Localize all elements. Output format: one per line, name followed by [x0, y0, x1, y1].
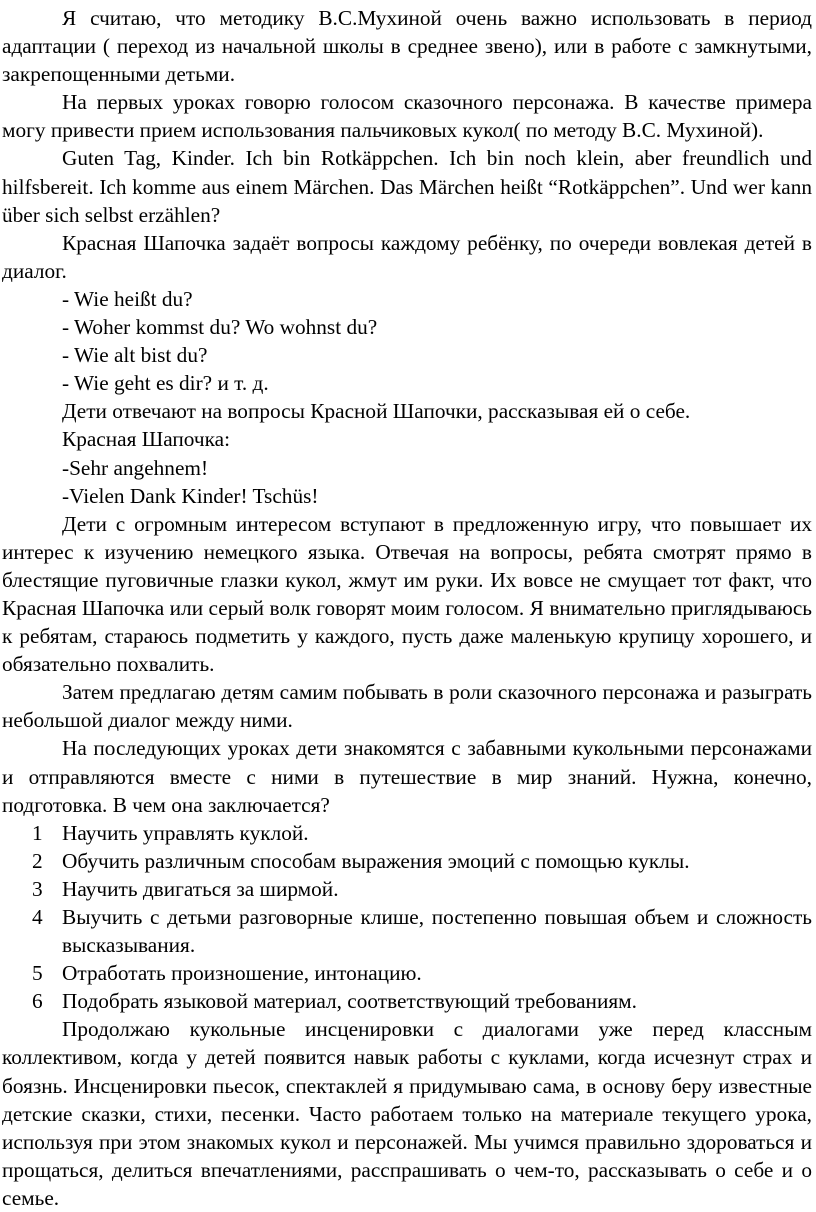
paragraph-children-interest: Дети с огромным интересом вступают в предложенную игру, что повышает их интерес к изучению немецкого языка. Отвечая на вопросы, ребята смотрят прямо в блестящие пуговичные глазки кукол, жмут им руки. Их вовсе не смущает тот факт, что Красная Шапочка или серый волк говорят моим голосом. Я внимательно приглядываюсь к ребятам, стараюсь подметить у каждого, пусть даже маленькую крупицу хорошего, и обязательно похвалить.: [2, 511, 812, 677]
paragraph-role-play: Затем предлагаю детям самим побывать в роли сказочного персонажа и разыграть небольшой диалог между ними.: [2, 680, 812, 733]
paragraph-questions-intro: Красная Шапочка задаёт вопросы каждому ребёнку, по очереди вовлекая детей в диалог.: [2, 230, 812, 283]
reply-line: -Vielen Dank Kinder! Tschüs!: [62, 483, 319, 508]
reply-line: -Sehr angehnem!: [62, 455, 209, 480]
list-item-number: 6: [32, 989, 43, 1014]
list-item: [2, 819, 812, 847]
list-item: [2, 903, 812, 959]
question-line: - Wie heißt du?: [62, 286, 193, 311]
paragraph-next-lessons: На последующих уроках дети знакомятся с забавными кукольными персонажами и отправляются вместе с ними в путешествие в мир знаний. Нужна, конечно, подготовка. В чем она заключается?: [2, 736, 812, 817]
list-item-number: 3: [32, 876, 43, 901]
list-item-number: 2: [32, 848, 43, 873]
list-item: [2, 875, 812, 903]
question-line: - Wie alt bist du?: [62, 343, 208, 368]
list-item-text: Подобрать языковой материал, соответствующий требованиям.: [62, 989, 637, 1014]
question-line: - Wie geht es dir? и т. д.: [62, 371, 269, 396]
list-item-text: Научить управлять куклой.: [62, 820, 309, 845]
list-item-number: 1: [32, 820, 43, 845]
paragraph-german-greeting: Guten Tag, Kinder. Ich bin Rotkäppchen. Ich bin noch klein, aber freundlich und hilfsbereit. Ich komme aus einem Märchen. Das Märchen heißt “Rotkäppchen”. Und wer kann über sich selbst erzählen?: [2, 146, 812, 227]
preparation-steps-list: [2, 819, 812, 1016]
paragraph-first-lessons: На первых уроках говорю голосом сказочного персонажа. В качестве примера могу привести прием использования пальчиковых кукол( по методу В.С. Мухиной).: [2, 90, 812, 143]
list-item: [2, 987, 812, 1015]
list-item-number: 4: [32, 905, 43, 929]
paragraph-intro: Я считаю, что методику В.С.Мухиной очень важно использовать в период адаптации ( переход из начальной школы в среднее звено), или в работе с замкнутыми, закрепощенными детьми.: [2, 6, 812, 87]
question-line: - Woher kommst du? Wo wohnst du?: [62, 315, 378, 340]
speaker-line: Красная Шапочка:: [62, 427, 230, 452]
paragraph-final: Продолжаю кукольные инсценировки с диалогами уже перед классным коллективом, когда у детей появится навык работы с куклами, когда исчезнут страх и боязнь. Инсценировки пьесок, спектаклей я придумываю сама, в основу беру известные детские сказки, стихи, песенки. Часто работаем только на материале текущего урока, используя при этом знакомых кукол и персонажей. Мы учимся правильно здороваться и прощаться, делиться впечатлениями, расспрашивать о чем-то, рассказывать о себе и о семье.: [2, 1017, 812, 1210]
list-item-text: Выучить с детьми разговорные клише, постепенно повышая объем и сложность высказывания.: [62, 905, 812, 958]
answers-line: Дети отвечают на вопросы Красной Шапочки, рассказывая ей о себе.: [62, 399, 691, 424]
list-item-text: Отработать произношение, интонацию.: [62, 961, 422, 986]
list-item: [2, 847, 812, 875]
list-item: [2, 959, 812, 987]
list-item-text: Обучить различным способам выражения эмоций с помощью куклы.: [62, 848, 690, 873]
list-item-number: 5: [32, 961, 43, 986]
list-item-text: Научить двигаться за ширмой.: [62, 876, 339, 901]
